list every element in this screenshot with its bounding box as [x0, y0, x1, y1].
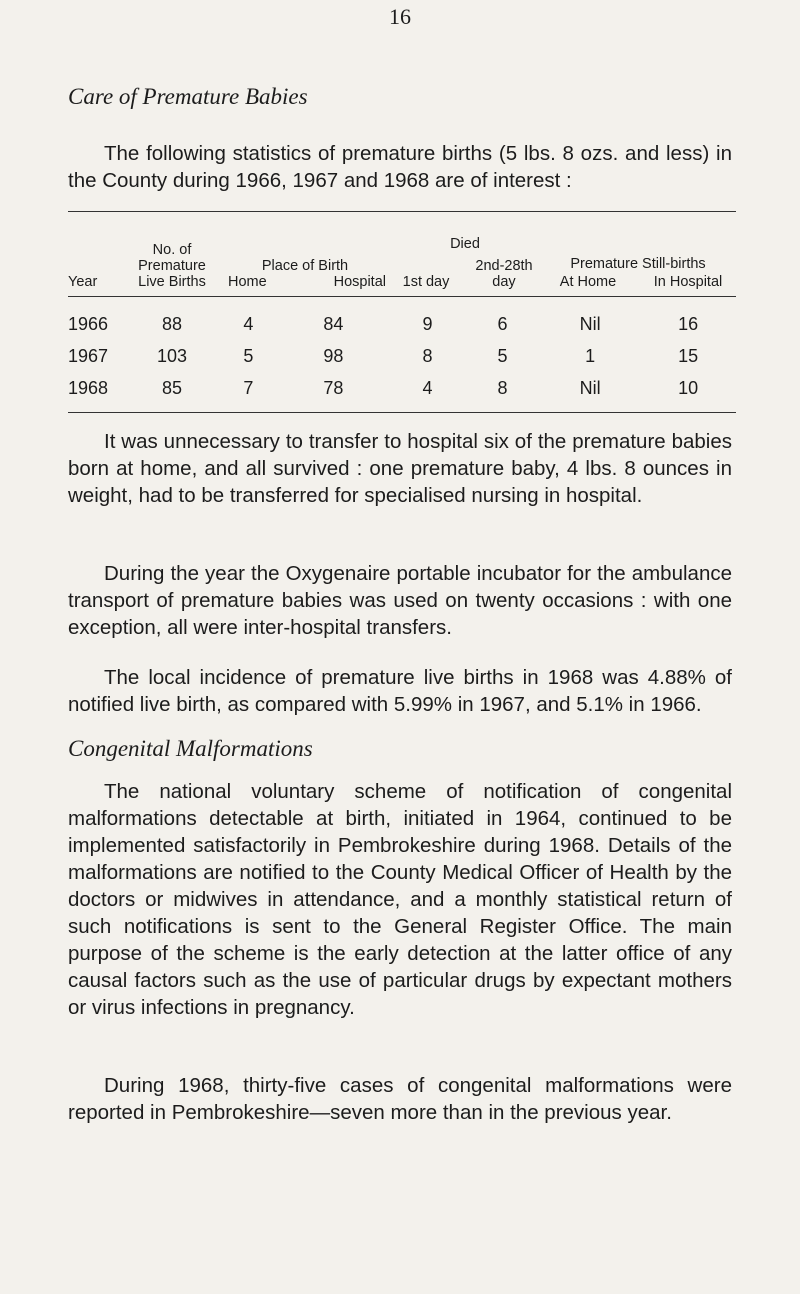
- cell-year: 1968: [68, 378, 109, 398]
- cell-still-hospital: 15: [678, 346, 699, 366]
- header-at-home: At Home: [559, 273, 617, 290]
- cell-year: 1966: [68, 314, 109, 334]
- cell-hospital: 84: [323, 314, 344, 334]
- cell-still-hospital: 10: [678, 378, 699, 398]
- header-2nd-28th-day: 2nd-28th day: [475, 257, 533, 290]
- cell-died-2nd-28th: 5: [497, 346, 508, 366]
- table-row: [68, 373, 736, 405]
- cell-died-2nd-28th: 8: [497, 378, 508, 398]
- header-hospital: Hospital: [333, 273, 386, 290]
- cell-died-1st-day: 8: [422, 346, 433, 366]
- header-place-of-birth-label: Place of Birth: [261, 257, 349, 274]
- table-row: [68, 296, 736, 341]
- table-bottom-rule: [68, 412, 736, 413]
- cell-still-hospital: 16: [678, 314, 699, 334]
- table-header-row: [68, 218, 736, 296]
- cell-home: 4: [243, 314, 254, 334]
- incidence-paragraph: The local incidence of premature live births in 1968 was 4.88% of notified live birth, as compared with 5.99% in 1967, and 5.1% in 1966.: [68, 666, 732, 716]
- header-in-hospital: In Hospital: [653, 273, 723, 290]
- header-1st-day: 1st day: [402, 273, 450, 290]
- header-still-births-label: Premature Still-births: [570, 255, 706, 272]
- table-row: [68, 341, 736, 373]
- cell-live-births: 88: [161, 314, 183, 334]
- cell-died-1st-day: 4: [422, 378, 433, 398]
- cell-hospital: 98: [323, 346, 344, 366]
- header-year: Year: [68, 273, 98, 290]
- header-live-births: No. of Premature Live Births: [138, 241, 206, 290]
- header-died-label: Died: [450, 235, 480, 252]
- incubator-paragraph: During the year the Oxygenaire portable incubator for the ambulance transport of premature babies was used on twenty occasions : with one exception, all were inter-hospital transfers.: [68, 562, 732, 639]
- table-top-rule: [68, 211, 736, 212]
- premature-births-table: [68, 218, 736, 405]
- cell-died-2nd-28th: 6: [497, 314, 508, 334]
- cell-home: 5: [243, 346, 254, 366]
- cell-still-home: Nil: [579, 314, 601, 334]
- malformations-cases-paragraph: During 1968, thirty-five cases of congenital malformations were reported in Pembrokeshire—seven more than in the previous year.: [68, 1074, 732, 1124]
- cell-still-home: Nil: [579, 378, 601, 398]
- page-number: 16: [389, 4, 411, 29]
- cell-died-1st-day: 9: [422, 314, 433, 334]
- cell-home: 7: [243, 378, 254, 398]
- malformations-scheme-paragraph: The national voluntary scheme of notification of congenital malformations detectable at birth, initiated in 1964, continued to be implemented satisfactorily in Pembrokeshire during 1968. Details of the malformations are notified to the County Medical Officer of Health by the doctors or midwives in attendance, and a monthly statistical return of such notifications is sent to the General Register Office. The main purpose of the scheme is the early detection at the latter office of any causal factors such as the use of particular drugs by expectant mothers or virus infections in pregnancy.: [68, 780, 732, 1019]
- cell-year: 1967: [68, 346, 109, 366]
- transfer-paragraph: It was unnecessary to transfer to hospital six of the premature babies born at home, and all survived : one premature baby, 4 lbs. 8 ounces in weight, had to be transferred for specialised nursing in hospital.: [68, 430, 732, 507]
- cell-live-births: 103: [156, 346, 188, 366]
- cell-hospital: 78: [323, 378, 344, 398]
- header-home: Home: [228, 273, 267, 290]
- section-heading-malformations: Congenital Malformations: [68, 736, 313, 761]
- cell-still-home: 1: [585, 346, 596, 366]
- header-place-of-birth: [220, 218, 390, 296]
- intro-paragraph: The following statistics of premature births (5 lbs. 8 ozs. and less) in the County during 1966, 1967 and 1968 are of interest :: [68, 142, 732, 192]
- cell-live-births: 85: [161, 378, 183, 398]
- header-still-births: [540, 218, 736, 296]
- header-died: [390, 218, 540, 296]
- section-heading-premature-babies: Care of Premature Babies: [68, 84, 308, 109]
